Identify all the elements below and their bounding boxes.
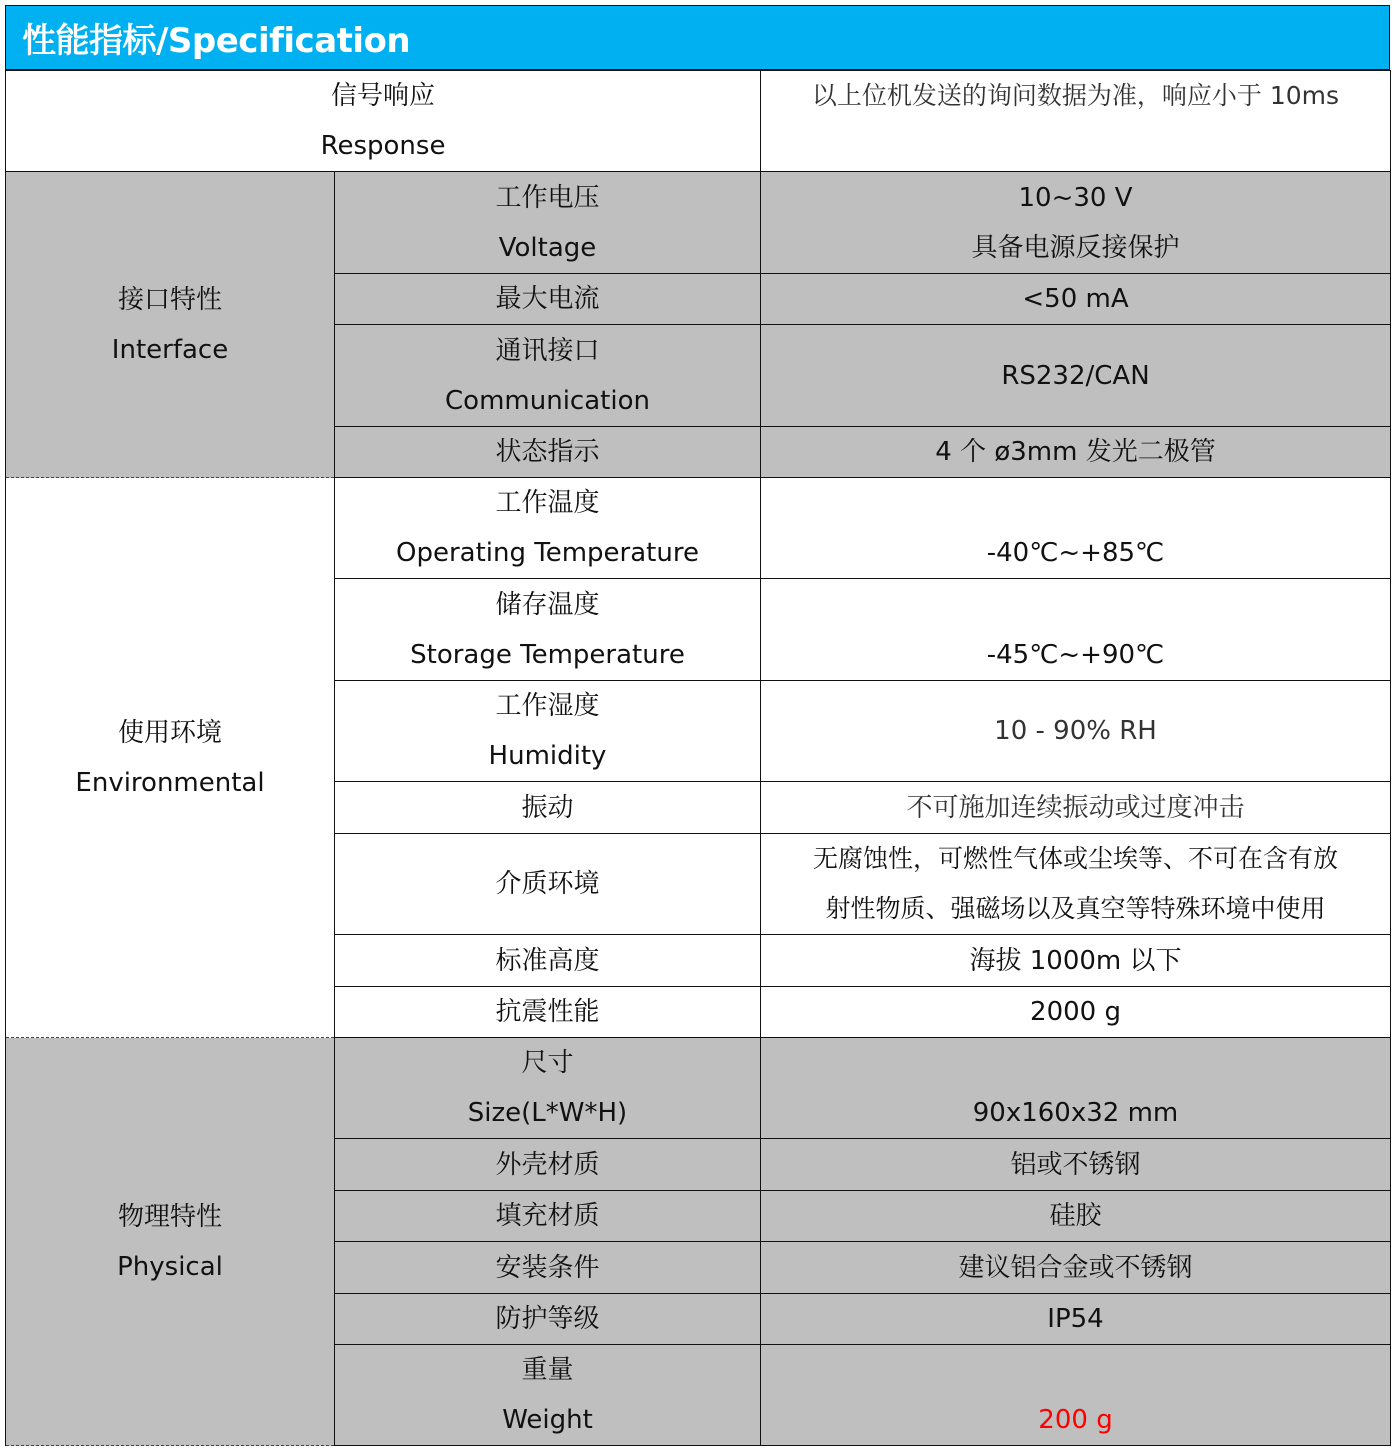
spec-value-cell bbox=[761, 987, 1391, 1038]
spec-label-en: Storage Temperature bbox=[410, 639, 685, 670]
spec-label-cell bbox=[335, 782, 761, 834]
spec-value-cell bbox=[761, 478, 1391, 579]
group-interface bbox=[6, 172, 335, 478]
spec-value-cell bbox=[761, 782, 1391, 834]
spec-label-cn: 工作温度 bbox=[495, 488, 600, 518]
group-name-en: Interface bbox=[111, 334, 229, 365]
spec-header bbox=[5, 5, 1390, 70]
spec-label-cn: 尺寸 bbox=[521, 1048, 574, 1078]
spec-row-response bbox=[6, 71, 1391, 172]
spec-value: 海拔 1000m 以下 bbox=[969, 945, 1182, 976]
spec-value: 10 - 90% RH bbox=[994, 716, 1157, 746]
spec-label-cell bbox=[335, 1294, 761, 1345]
spec-value: 无腐蚀性，可燃性气体或尘埃等、不可在含有放 bbox=[812, 844, 1338, 873]
group-physical bbox=[6, 1038, 335, 1446]
response-value-cell bbox=[761, 71, 1391, 172]
spec-label-cell bbox=[335, 987, 761, 1038]
spec-value-cell bbox=[761, 427, 1391, 478]
spec-label-cell bbox=[335, 834, 761, 935]
spec-value-cell bbox=[761, 1345, 1391, 1446]
spec-label-en: Voltage bbox=[498, 232, 597, 263]
spec-label-cn: 防护等级 bbox=[495, 1304, 600, 1334]
response-label-cell bbox=[6, 71, 761, 172]
spec-label-cell bbox=[335, 681, 761, 782]
response-label-en: Response bbox=[320, 131, 446, 161]
group-name-en: Environmental bbox=[75, 767, 265, 798]
response-value: 以上位机发送的询问数据为准，响应小于 10ms bbox=[811, 81, 1340, 110]
spec-value: 射性物质、强磁场以及真空等特殊环境中使用 bbox=[825, 894, 1326, 923]
spec-value-cell bbox=[761, 172, 1391, 274]
spec-label-cn: 工作湿度 bbox=[495, 691, 600, 721]
spec-value-cell bbox=[761, 1294, 1391, 1345]
spec-value-cell bbox=[761, 681, 1391, 782]
group-environmental bbox=[6, 478, 335, 1038]
spec-label-cn: 抗震性能 bbox=[495, 997, 600, 1027]
spec-label-cn: 最大电流 bbox=[495, 284, 600, 314]
spec-value: 90x160x32 mm bbox=[972, 1098, 1179, 1128]
spec-label-cn: 重量 bbox=[521, 1355, 574, 1385]
spec-label-cell bbox=[335, 1191, 761, 1242]
spec-label-en: Operating Temperature bbox=[396, 538, 699, 568]
spec-label-cell bbox=[335, 1038, 761, 1139]
spec-label-en: Communication bbox=[445, 385, 650, 416]
group-name-en: Physical bbox=[117, 1251, 223, 1282]
spec-value: RS232/CAN bbox=[1001, 360, 1150, 391]
response-label-cn: 信号响应 bbox=[330, 81, 435, 111]
spec-row bbox=[6, 1038, 1391, 1139]
spec-value: <50 mA bbox=[1022, 284, 1129, 314]
spec-value-cell bbox=[761, 274, 1391, 325]
spec-value: IP54 bbox=[1047, 1304, 1104, 1334]
spec-label-cn: 工作电压 bbox=[495, 182, 600, 213]
specification-sheet bbox=[5, 5, 1390, 1446]
spec-label-cn: 状态指示 bbox=[495, 437, 600, 467]
spec-value-cell bbox=[761, 1242, 1391, 1294]
spec-value: 硅胶 bbox=[1049, 1201, 1102, 1231]
spec-label-cell bbox=[335, 1242, 761, 1294]
spec-label-cn: 标准高度 bbox=[495, 945, 600, 976]
spec-label-cn: 振动 bbox=[521, 792, 574, 823]
spec-label-cell bbox=[335, 325, 761, 427]
spec-value: 10~30 V bbox=[1018, 182, 1133, 213]
spec-label-en: Size(L*W*H) bbox=[467, 1098, 628, 1128]
group-name-cn: 接口特性 bbox=[117, 284, 222, 315]
spec-value: 不可施加连续振动或过度冲击 bbox=[906, 792, 1245, 823]
spec-label-cell bbox=[335, 478, 761, 579]
spec-value-cell bbox=[761, 1139, 1391, 1191]
spec-value: -40℃~+85℃ bbox=[986, 538, 1165, 568]
spec-label-en: Humidity bbox=[488, 741, 607, 771]
spec-value: 具备电源反接保护 bbox=[971, 232, 1180, 263]
group-name-cn: 使用环境 bbox=[117, 717, 222, 748]
spec-value-cell bbox=[761, 325, 1391, 427]
spec-label-en: Weight bbox=[502, 1405, 593, 1435]
spec-value: 铝或不锈钢 bbox=[1010, 1149, 1141, 1180]
spec-label-cn: 安装条件 bbox=[495, 1252, 600, 1283]
spec-label-cn: 填充材质 bbox=[495, 1201, 600, 1231]
spec-label-cell bbox=[335, 427, 761, 478]
spec-label-cell bbox=[335, 1345, 761, 1446]
spec-label-cn: 通讯接口 bbox=[495, 335, 600, 366]
spec-value: 4 个 ø3mm 发光二极管 bbox=[935, 437, 1216, 467]
spec-label-cell bbox=[335, 935, 761, 987]
spec-label-cn: 介质环境 bbox=[495, 869, 600, 899]
spec-value-cell bbox=[761, 1191, 1391, 1242]
spec-value: -45℃~+90℃ bbox=[986, 640, 1165, 670]
spec-label-cn: 外壳材质 bbox=[495, 1149, 600, 1180]
spec-value-cell bbox=[761, 1038, 1391, 1139]
spec-row bbox=[6, 172, 1391, 274]
spec-label-cell bbox=[335, 172, 761, 274]
spec-label-cell bbox=[335, 274, 761, 325]
spec-table bbox=[5, 70, 1391, 1446]
spec-row bbox=[6, 478, 1391, 579]
spec-value: 2000 g bbox=[1030, 997, 1121, 1027]
weight-value: 200 g bbox=[1038, 1405, 1113, 1435]
spec-value-cell bbox=[761, 579, 1391, 681]
group-name-cn: 物理特性 bbox=[117, 1201, 222, 1232]
spec-value-cell bbox=[761, 935, 1391, 987]
spec-label-cn: 储存温度 bbox=[495, 589, 600, 620]
page-title: 性能指标/Specification bbox=[22, 21, 411, 61]
spec-value: 建议铝合金或不锈钢 bbox=[958, 1252, 1193, 1283]
spec-label-cell bbox=[335, 1139, 761, 1191]
spec-label-cell bbox=[335, 579, 761, 681]
spec-value-cell bbox=[761, 834, 1391, 935]
